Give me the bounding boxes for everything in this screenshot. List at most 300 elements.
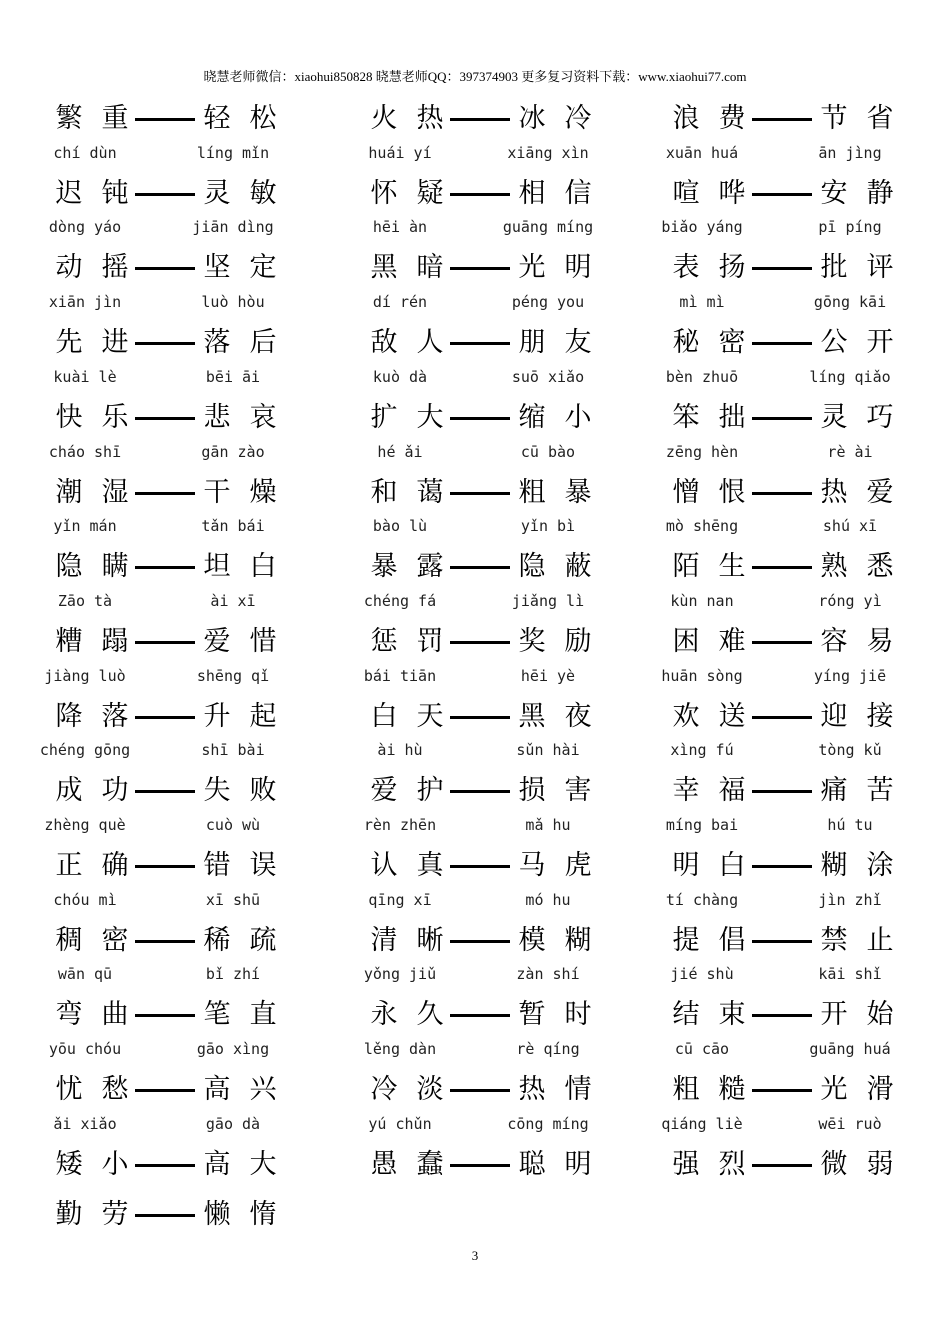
pinyin-second: róng yì (818, 592, 882, 610)
antonym-dash (450, 1164, 510, 1167)
word-second-char: 稀 (203, 925, 231, 956)
word-first-char: 功 (101, 775, 129, 806)
pinyin-first: cháo shī (48, 443, 122, 461)
pinyin-first: biǎo yáng (661, 218, 743, 236)
pinyin-first: hēi àn (372, 218, 428, 236)
word-first-char: 快 (55, 402, 83, 433)
word-second-char: 光 (518, 252, 546, 283)
word-first-char: 糟 (55, 626, 83, 657)
word-second-char: 熟 (820, 551, 848, 582)
pinyin-second: guāng huá (809, 1040, 891, 1058)
word-first-char: 欢 (672, 701, 700, 732)
word-first-char: 勤 (55, 1199, 83, 1230)
word-second-char: 哀 (249, 402, 277, 433)
word-second-char: 巧 (866, 402, 894, 433)
word-second-char: 坚 (203, 252, 231, 283)
word-second-char: 开 (820, 999, 848, 1030)
word-second-char: 干 (203, 477, 231, 508)
pinyin-second: bēi āi (205, 368, 261, 386)
word-second-char: 止 (866, 925, 894, 956)
pinyin-second: kāi shǐ (818, 965, 882, 983)
word-first-char: 繁 (55, 103, 83, 134)
word-first-char: 憎 (672, 477, 700, 508)
word-second-char: 轻 (203, 103, 231, 134)
pinyin-first: wān qū (57, 965, 113, 983)
word-second-char: 直 (249, 999, 277, 1030)
antonym-dash (135, 716, 195, 719)
antonym-dash (752, 1014, 812, 1017)
word-second-char: 大 (249, 1149, 277, 1180)
word-first-char: 白 (718, 850, 746, 881)
word-second-char: 隐 (518, 551, 546, 582)
word-second-char: 模 (518, 925, 546, 956)
antonym-dash (752, 716, 812, 719)
word-second-char: 害 (564, 775, 592, 806)
pinyin-first: cū cāo (674, 1040, 730, 1058)
pinyin-second: rè ài (827, 443, 873, 461)
word-second-char: 悲 (203, 402, 231, 433)
antonym-dash (752, 940, 812, 943)
word-second-char: 松 (249, 103, 277, 134)
word-first-char: 冷 (370, 1074, 398, 1105)
word-second-char: 苦 (866, 775, 894, 806)
word-second-char: 热 (518, 1074, 546, 1105)
word-second-char: 明 (564, 252, 592, 283)
word-first-char: 隐 (55, 551, 83, 582)
word-first-char: 矮 (55, 1149, 83, 1180)
pinyin-first: míng bai (665, 816, 739, 834)
word-first-char: 暴 (370, 551, 398, 582)
pinyin-second: suō xiǎo (511, 368, 585, 386)
word-second-char: 笔 (203, 999, 231, 1030)
pinyin-first: bào lù (372, 517, 428, 535)
word-second-char: 损 (518, 775, 546, 806)
pinyin-second: jìn zhǐ (818, 891, 882, 909)
antonym-dash (135, 566, 195, 569)
word-first-char: 重 (101, 103, 129, 134)
pinyin-second: líng qiǎo (809, 368, 891, 386)
pinyin-second: gāo dà (205, 1115, 261, 1133)
word-second-char: 节 (820, 103, 848, 134)
pinyin-second: péng you (511, 293, 585, 311)
word-first-char: 爱 (370, 775, 398, 806)
word-second-char: 迎 (820, 701, 848, 732)
pinyin-first: chí dùn (53, 144, 117, 162)
word-second-char: 高 (203, 1149, 231, 1180)
word-second-char: 误 (249, 850, 277, 881)
antonym-dash (135, 492, 195, 495)
antonym-dash (752, 790, 812, 793)
word-first-char: 正 (55, 850, 83, 881)
word-first-char: 暗 (416, 252, 444, 283)
pinyin-first: hé ǎi (377, 443, 423, 461)
pinyin-second: yíng jiē (813, 667, 887, 685)
word-second-char: 糊 (564, 925, 592, 956)
antonym-dash (752, 193, 812, 196)
word-first-char: 人 (416, 327, 444, 358)
antonym-dash (752, 1089, 812, 1092)
pinyin-first: lěng dàn (363, 1040, 437, 1058)
pinyin-first: yǒng jiǔ (363, 965, 437, 983)
pinyin-first: qiáng liè (661, 1115, 743, 1133)
word-second-char: 接 (866, 701, 894, 732)
pinyin-first: kuài lè (53, 368, 117, 386)
word-second-char: 冷 (564, 103, 592, 134)
pinyin-first: yú chǔn (368, 1115, 432, 1133)
word-first-char: 费 (718, 103, 746, 134)
pinyin-first: chéng gōng (39, 741, 131, 759)
word-second-char: 落 (203, 327, 231, 358)
word-second-char: 情 (564, 1074, 592, 1105)
word-first-char: 愚 (370, 1149, 398, 1180)
word-first-char: 惩 (370, 626, 398, 657)
antonym-dash (450, 716, 510, 719)
word-first-char: 先 (55, 327, 83, 358)
antonym-dash (135, 865, 195, 868)
word-second-char: 易 (866, 626, 894, 657)
word-first-char: 陌 (672, 551, 700, 582)
word-first-char: 潮 (55, 477, 83, 508)
word-first-char: 烈 (718, 1149, 746, 1180)
word-first-char: 劳 (101, 1199, 129, 1230)
word-first-char: 黑 (370, 252, 398, 283)
pinyin-second: gān zào (201, 443, 265, 461)
pinyin-second: yǐn bì (520, 517, 576, 535)
pinyin-first: dòng yáo (48, 218, 122, 236)
word-first-char: 表 (672, 252, 700, 283)
word-first-char: 曲 (101, 999, 129, 1030)
word-second-char: 起 (249, 701, 277, 732)
antonym-dash (450, 566, 510, 569)
antonym-dash (752, 566, 812, 569)
antonym-dash (752, 865, 812, 868)
word-first-char: 拙 (718, 402, 746, 433)
word-first-char: 火 (370, 103, 398, 134)
word-second-char: 冰 (518, 103, 546, 134)
word-first-char: 天 (416, 701, 444, 732)
word-second-char: 错 (203, 850, 231, 881)
word-first-char: 扬 (718, 252, 746, 283)
word-second-char: 黑 (518, 701, 546, 732)
word-first-char: 淡 (416, 1074, 444, 1105)
word-second-char: 惜 (249, 626, 277, 657)
word-second-char: 夜 (564, 701, 592, 732)
word-first-char: 困 (672, 626, 700, 657)
word-second-char: 涂 (866, 850, 894, 881)
word-first-char: 确 (101, 850, 129, 881)
word-first-char: 倡 (718, 925, 746, 956)
word-first-char: 幸 (672, 775, 700, 806)
word-second-char: 禁 (820, 925, 848, 956)
page-header: 晓慧老师微信：xiaohui850828 晓慧老师QQ：397374903 更多复习资料下载：www.xiaohui77.com (203, 69, 747, 84)
antonym-dash (135, 417, 195, 420)
antonym-dash (752, 641, 812, 644)
pinyin-second: wēi ruò (818, 1115, 882, 1133)
word-first-char: 迟 (55, 178, 83, 209)
pinyin-second: shī bài (201, 741, 265, 759)
pinyin-second: xī shū (205, 891, 261, 909)
antonym-dash (135, 790, 195, 793)
antonym-dash (450, 865, 510, 868)
word-first-char: 哗 (718, 178, 746, 209)
antonym-dash (450, 940, 510, 943)
word-first-char: 晰 (416, 925, 444, 956)
pinyin-second: xiāng xìn (507, 144, 589, 162)
word-second-char: 公 (820, 327, 848, 358)
word-second-char: 马 (518, 850, 546, 881)
word-second-char: 灵 (820, 402, 848, 433)
pinyin-first: qīng xī (368, 891, 432, 909)
antonym-dash (135, 940, 195, 943)
antonym-dash (752, 267, 812, 270)
word-first-char: 认 (370, 850, 398, 881)
pinyin-second: pī píng (818, 218, 882, 236)
word-first-char: 蔼 (416, 477, 444, 508)
word-first-char: 粗 (672, 1074, 700, 1105)
word-first-char: 福 (718, 775, 746, 806)
word-second-char: 热 (820, 477, 848, 508)
word-second-char: 疏 (249, 925, 277, 956)
pinyin-first: bái tiān (363, 667, 437, 685)
word-first-char: 强 (672, 1149, 700, 1180)
word-first-char: 浪 (672, 103, 700, 134)
antonym-dash (135, 193, 195, 196)
pinyin-first: zhèng què (44, 816, 126, 834)
pinyin-first: jiàng luò (44, 667, 126, 685)
word-second-char: 缩 (518, 402, 546, 433)
antonym-dash (135, 267, 195, 270)
pinyin-second: cuò wù (205, 816, 261, 834)
word-first-char: 蠢 (416, 1149, 444, 1180)
word-second-char: 时 (564, 999, 592, 1030)
antonym-dash (450, 1089, 510, 1092)
antonym-dash (135, 1014, 195, 1017)
word-first-char: 摇 (101, 252, 129, 283)
word-first-char: 扩 (370, 402, 398, 433)
antonym-dash (450, 641, 510, 644)
antonym-dash (135, 641, 195, 644)
pinyin-first: ài hù (377, 741, 423, 759)
pinyin-second: mǎ hu (525, 816, 571, 834)
antonym-dash (752, 342, 812, 345)
word-first-char: 秘 (672, 327, 700, 358)
word-second-char: 批 (820, 252, 848, 283)
pinyin-second: rè qíng (516, 1040, 580, 1058)
antonym-dash (450, 342, 510, 345)
word-second-char: 小 (564, 402, 592, 433)
pinyin-first: kuò dà (372, 368, 428, 386)
word-first-char: 永 (370, 999, 398, 1030)
pinyin-first: ǎi xiǎo (53, 1115, 117, 1133)
word-first-char: 降 (55, 701, 83, 732)
word-second-char: 痛 (820, 775, 848, 806)
word-first-char: 弯 (55, 999, 83, 1030)
word-second-char: 定 (249, 252, 277, 283)
word-second-char: 省 (866, 103, 894, 134)
pinyin-second: bǐ zhí (205, 965, 261, 983)
word-first-char: 恨 (718, 477, 746, 508)
pinyin-second: líng mǐn (196, 144, 270, 162)
pinyin-second: gāo xìng (196, 1040, 270, 1058)
word-first-char: 和 (370, 477, 398, 508)
word-second-char: 静 (866, 178, 894, 209)
pinyin-second: guāng míng (502, 218, 594, 236)
word-first-char: 蹋 (101, 626, 129, 657)
pinyin-first: chóu mì (53, 891, 117, 909)
word-second-char: 后 (249, 327, 277, 358)
word-first-char: 大 (416, 402, 444, 433)
word-second-char: 光 (820, 1074, 848, 1105)
word-second-char: 滑 (866, 1074, 894, 1105)
pinyin-first: zēng hèn (665, 443, 739, 461)
word-first-char: 钝 (101, 178, 129, 209)
word-second-char: 开 (866, 327, 894, 358)
word-first-char: 密 (101, 925, 129, 956)
word-first-char: 久 (416, 999, 444, 1030)
pinyin-second: luò hòu (201, 293, 265, 311)
word-second-char: 兴 (249, 1074, 277, 1105)
word-second-char: 容 (820, 626, 848, 657)
pinyin-first: yōu chóu (48, 1040, 122, 1058)
word-first-char: 露 (416, 551, 444, 582)
word-first-char: 成 (55, 775, 83, 806)
word-second-char: 微 (820, 1149, 848, 1180)
word-second-char: 励 (564, 626, 592, 657)
word-second-char: 朋 (518, 327, 546, 358)
pinyin-first: rèn zhēn (363, 816, 437, 834)
pinyin-first: jié shù (670, 965, 734, 983)
pinyin-first: chéng fá (363, 592, 437, 610)
pinyin-second: shú xī (822, 517, 878, 535)
antonym-dash (135, 1089, 195, 1092)
word-first-char: 乐 (101, 402, 129, 433)
pinyin-second: mó hu (525, 891, 571, 909)
pinyin-first: dí rén (372, 293, 428, 311)
pinyin-first: kùn nan (670, 592, 734, 610)
word-second-char: 灵 (203, 178, 231, 209)
pinyin-second: ài xī (210, 592, 256, 610)
pinyin-first: Zāo tà (57, 592, 113, 610)
word-first-char: 湿 (101, 477, 129, 508)
word-second-char: 暂 (518, 999, 546, 1030)
word-second-char: 聪 (518, 1149, 546, 1180)
pinyin-second: zàn shí (516, 965, 580, 983)
word-first-char: 小 (101, 1149, 129, 1180)
word-first-char: 罚 (416, 626, 444, 657)
word-second-char: 评 (866, 252, 894, 283)
antonym-dash (135, 1214, 195, 1217)
word-second-char: 明 (564, 1149, 592, 1180)
pinyin-first: yǐn mán (53, 517, 117, 535)
word-second-char: 安 (820, 178, 848, 209)
antonym-dash (752, 1164, 812, 1167)
word-second-char: 懒 (203, 1199, 231, 1230)
pinyin-second: hēi yè (520, 667, 576, 685)
pinyin-first: mò shēng (665, 517, 739, 535)
pinyin-first: xiān jìn (48, 293, 122, 311)
pinyin-second: shēng qǐ (196, 667, 270, 685)
pinyin-first: xuān huá (665, 144, 739, 162)
word-second-char: 敏 (249, 178, 277, 209)
pinyin-second: jiān dìng (192, 218, 274, 236)
antonym-dash (450, 267, 510, 270)
word-first-char: 生 (718, 551, 746, 582)
antonym-dash (450, 790, 510, 793)
pinyin-first: mì mì (679, 293, 725, 311)
antonym-dash (752, 417, 812, 420)
antonym-dash (450, 417, 510, 420)
antonym-dash (752, 492, 812, 495)
pinyin-first: xìng fú (670, 741, 734, 759)
word-second-char: 爱 (866, 477, 894, 508)
page-number: 3 (471, 1248, 479, 1263)
word-first-char: 结 (672, 999, 700, 1030)
word-first-char: 敌 (370, 327, 398, 358)
pinyin-first: tí chàng (665, 891, 739, 909)
word-first-char: 动 (55, 252, 83, 283)
word-first-char: 送 (718, 701, 746, 732)
antonym-dash (135, 1164, 195, 1167)
word-first-char: 喧 (672, 178, 700, 209)
word-second-char: 始 (866, 999, 894, 1030)
word-second-char: 糊 (820, 850, 848, 881)
word-first-char: 进 (101, 327, 129, 358)
word-second-char: 虎 (564, 850, 592, 881)
word-second-char: 失 (203, 775, 231, 806)
word-first-char: 真 (416, 850, 444, 881)
word-second-char: 升 (203, 701, 231, 732)
word-first-char: 忧 (55, 1074, 83, 1105)
word-first-char: 愁 (101, 1074, 129, 1105)
antonym-dash (450, 193, 510, 196)
word-first-char: 密 (718, 327, 746, 358)
pinyin-first: huān sòng (661, 667, 743, 685)
pinyin-second: cū bào (520, 443, 576, 461)
word-first-char: 怀 (370, 178, 398, 209)
word-first-char: 糙 (718, 1074, 746, 1105)
word-second-char: 爱 (203, 626, 231, 657)
pinyin-second: tǎn bái (201, 517, 265, 535)
antonym-dash (450, 118, 510, 121)
word-second-char: 燥 (249, 477, 277, 508)
antonym-dash (135, 342, 195, 345)
pinyin-second: jiǎng lì (511, 592, 585, 610)
word-first-char: 护 (416, 775, 444, 806)
pinyin-second: cōng míng (507, 1115, 589, 1133)
word-first-char: 束 (718, 999, 746, 1030)
word-second-char: 蔽 (564, 551, 592, 582)
word-second-char: 白 (249, 551, 277, 582)
word-first-char: 热 (416, 103, 444, 134)
word-second-char: 信 (564, 178, 592, 209)
pinyin-second: sǔn hài (516, 741, 580, 759)
word-second-char: 悉 (866, 551, 894, 582)
word-first-char: 瞒 (101, 551, 129, 582)
pinyin-first: bèn zhuō (665, 368, 739, 386)
word-second-char: 暴 (564, 477, 592, 508)
antonym-dash (450, 1014, 510, 1017)
pinyin-second: tòng kǔ (818, 741, 882, 759)
word-first-char: 稠 (55, 925, 83, 956)
word-second-char: 友 (564, 327, 592, 358)
word-first-char: 落 (101, 701, 129, 732)
antonym-dash (450, 492, 510, 495)
word-second-char: 坦 (203, 551, 231, 582)
pinyin-second: gōng kāi (813, 293, 887, 311)
word-second-char: 惰 (249, 1199, 277, 1230)
pinyin-second: hú tu (827, 816, 873, 834)
word-second-char: 奖 (518, 626, 546, 657)
